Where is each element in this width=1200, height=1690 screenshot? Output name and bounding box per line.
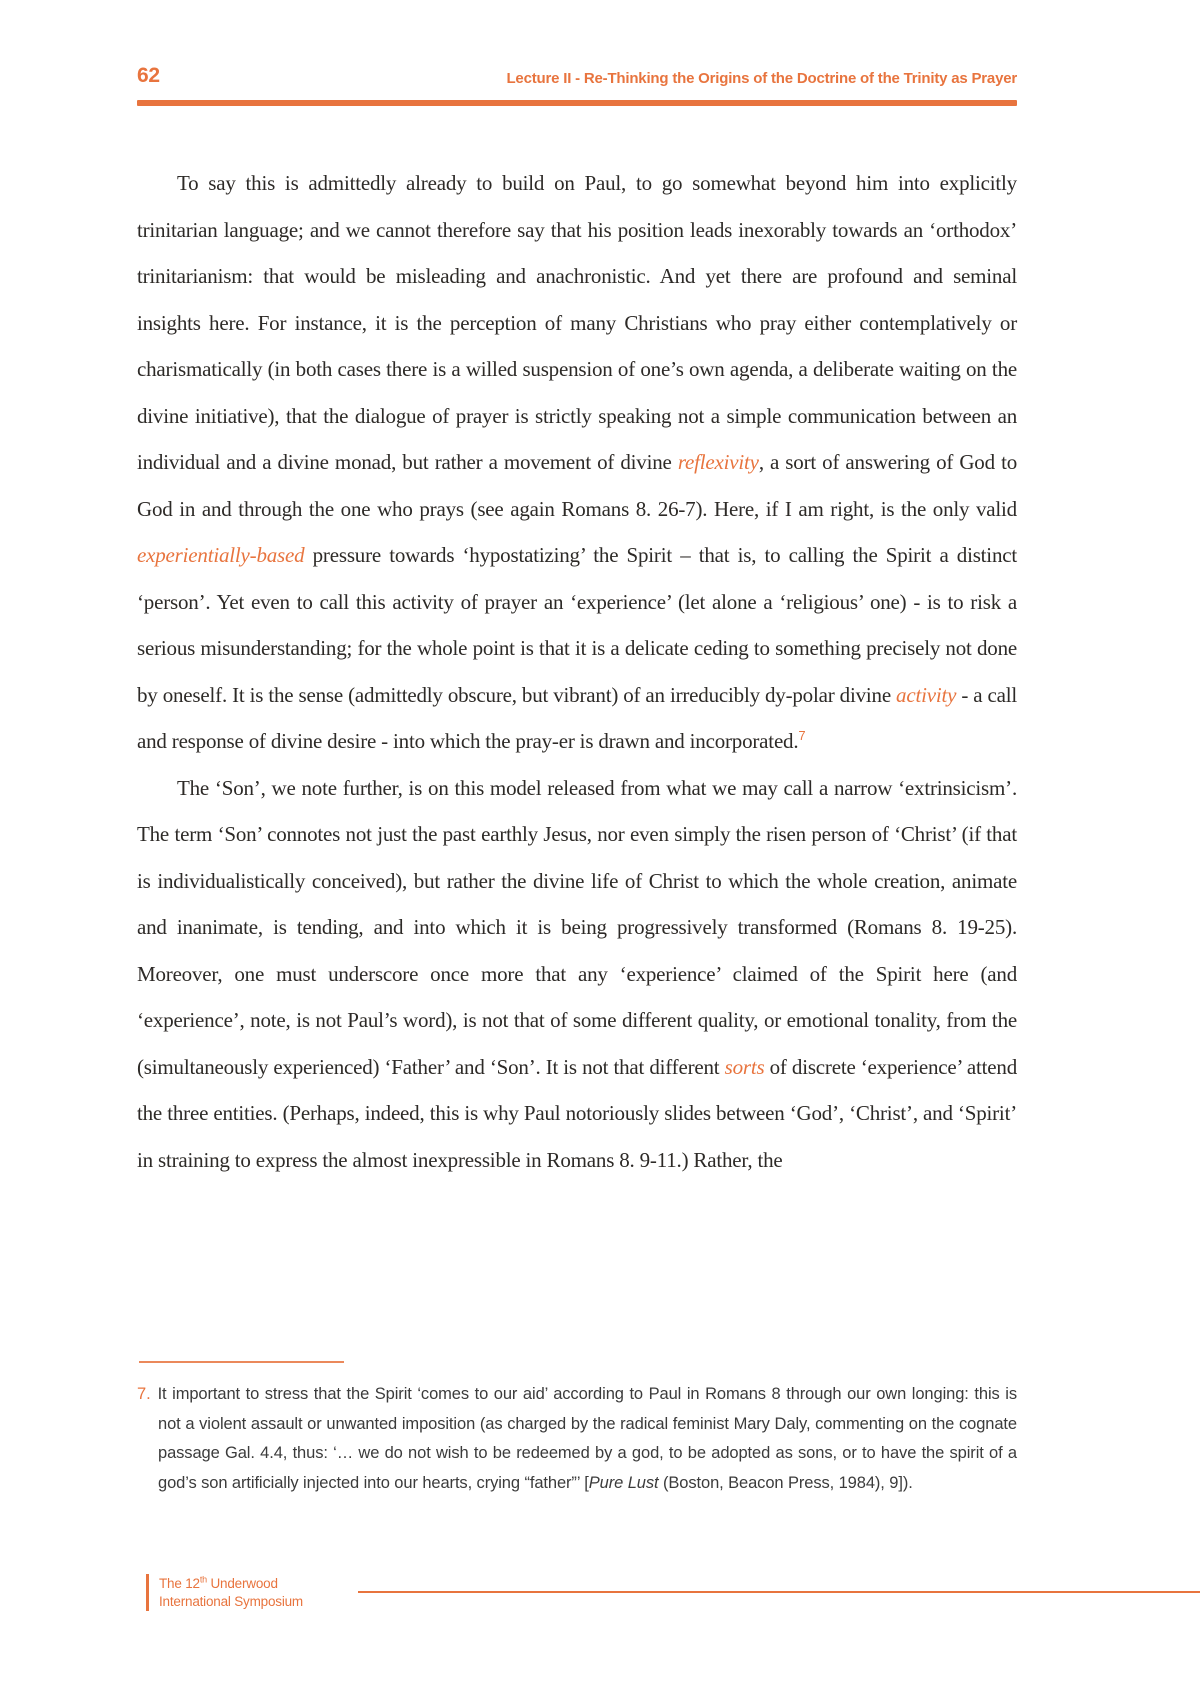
text-segment: sorts (724, 1054, 765, 1079)
text-segment: experientially-based (137, 543, 305, 567)
footnote-separator (139, 1361, 344, 1363)
footnote (137, 1380, 1017, 1498)
body-paragraph (137, 765, 1017, 1184)
footer-logotype (159, 1575, 303, 1610)
text-segment: reflexivity (677, 450, 759, 474)
text-segment: (Boston, Beacon Press, 1984), 9]). (658, 1473, 913, 1492)
body-paragraph (137, 160, 1017, 765)
text-segment: pressure towards ‘hypostatizing’ the Spirit – that is, to calling the Spirit a distinct ‘person’. Yet even to call this activity of prayer an ‘experience’ (let alone a ‘religious’ one) - is to risk a serious misunderstanding; for the whole point is that it is a delicate ceding to something precisely not done by oneself. It is the sense (admittedly obscure, but vibrant) of an irreducibly dy-polar divine (137, 543, 1017, 707)
footer-rule (358, 1591, 1200, 1593)
body-text (137, 160, 1017, 1183)
footnote-ref: 7 (798, 728, 806, 743)
footer-accent-bar (146, 1574, 149, 1611)
text-segment: Pure Lust (588, 1473, 659, 1492)
footnote-number: 7. (137, 1385, 151, 1403)
text-segment: , a sort of answering of God to God in and through the one who prays (see again Romans 8. 26-7). Here, if I am right, is the only valid (137, 450, 1018, 521)
footer-line2: International Symposium (159, 1593, 303, 1609)
running-header-title: Lecture II - Re-Thinking the Origins of the Doctrine of the Trinity as Prayer (506, 70, 1017, 87)
footnote-block (137, 1380, 1017, 1498)
text-segment: - a call and response of divine desire - into which the pray-er is drawn and incorporated. (137, 682, 1017, 753)
footnote-text (158, 1385, 1017, 1492)
text-segment: It important to stress that the Spirit ‘comes to our aid’ according to Paul in Romans 8 through our own longing: this is not a violent assault or unwanted imposition (as charged by the radical feminist Mary Daly, commenting on the cognate passage Gal. 4.4, thus: ‘… we do not wish to be redeemed by a god, to be adopted as sons, or to have the spirit of a god’s son artificially injected into our hearts, crying “father”’ [ (157, 1385, 1017, 1492)
text-segment: The ‘Son’, we note further, is on this model released from what we may call a narrow ‘extrinsicism’. The term ‘Son’ connotes not just the past earthly Jesus, nor even simply the risen person of ‘Christ’ (if that is individualistically conceived), but rather the divine life of Christ to which the whole creation, animate and inanimate, is tending, and into which it is being progressively transformed (Romans 8. 19-25). Moreover, one must underscore once more that any ‘experience’ claimed of the Spirit here (and ‘experience’, note, is not Paul’s word), is not that of some different quality, or emotional tonality, from the (simultaneously experienced) ‘Father’ and ‘Son’. It is not that different (137, 775, 1017, 1079)
ordinal-suffix: th (199, 1574, 207, 1585)
text-segment: of discrete ‘experience’ attend the three entities. (Perhaps, indeed, this is why Paul notoriously slides between ‘God’, ‘Christ’, and ‘Spirit’ in straining to express the almost inexpressible in Romans 8. 9-11.) Rather, the (137, 1054, 1017, 1172)
footer-line1: The 12th Underwood (159, 1574, 278, 1591)
text-segment: To say this is admittedly already to build on Paul, to go somewhat beyond him into explicitly trinitarian language; and we cannot therefore say that his position leads inexorably towards an ‘orthodox’ trinitarianism: that would be misleading and anachronistic. And yet there are profound and seminal insights here. For instance, it is the perception of many Christians who pray either contemplatively or charismatically (in both cases there is a willed suspension of one’s own agenda, a deliberate waiting on the divine initiative), that the dialogue of prayer is strictly speaking not a simple communication between an individual and a divine monad, but rather a movement of divine (137, 171, 1017, 474)
header-rule (137, 100, 1017, 106)
page-number: 62 (137, 64, 160, 87)
text-segment: activity (896, 682, 957, 707)
